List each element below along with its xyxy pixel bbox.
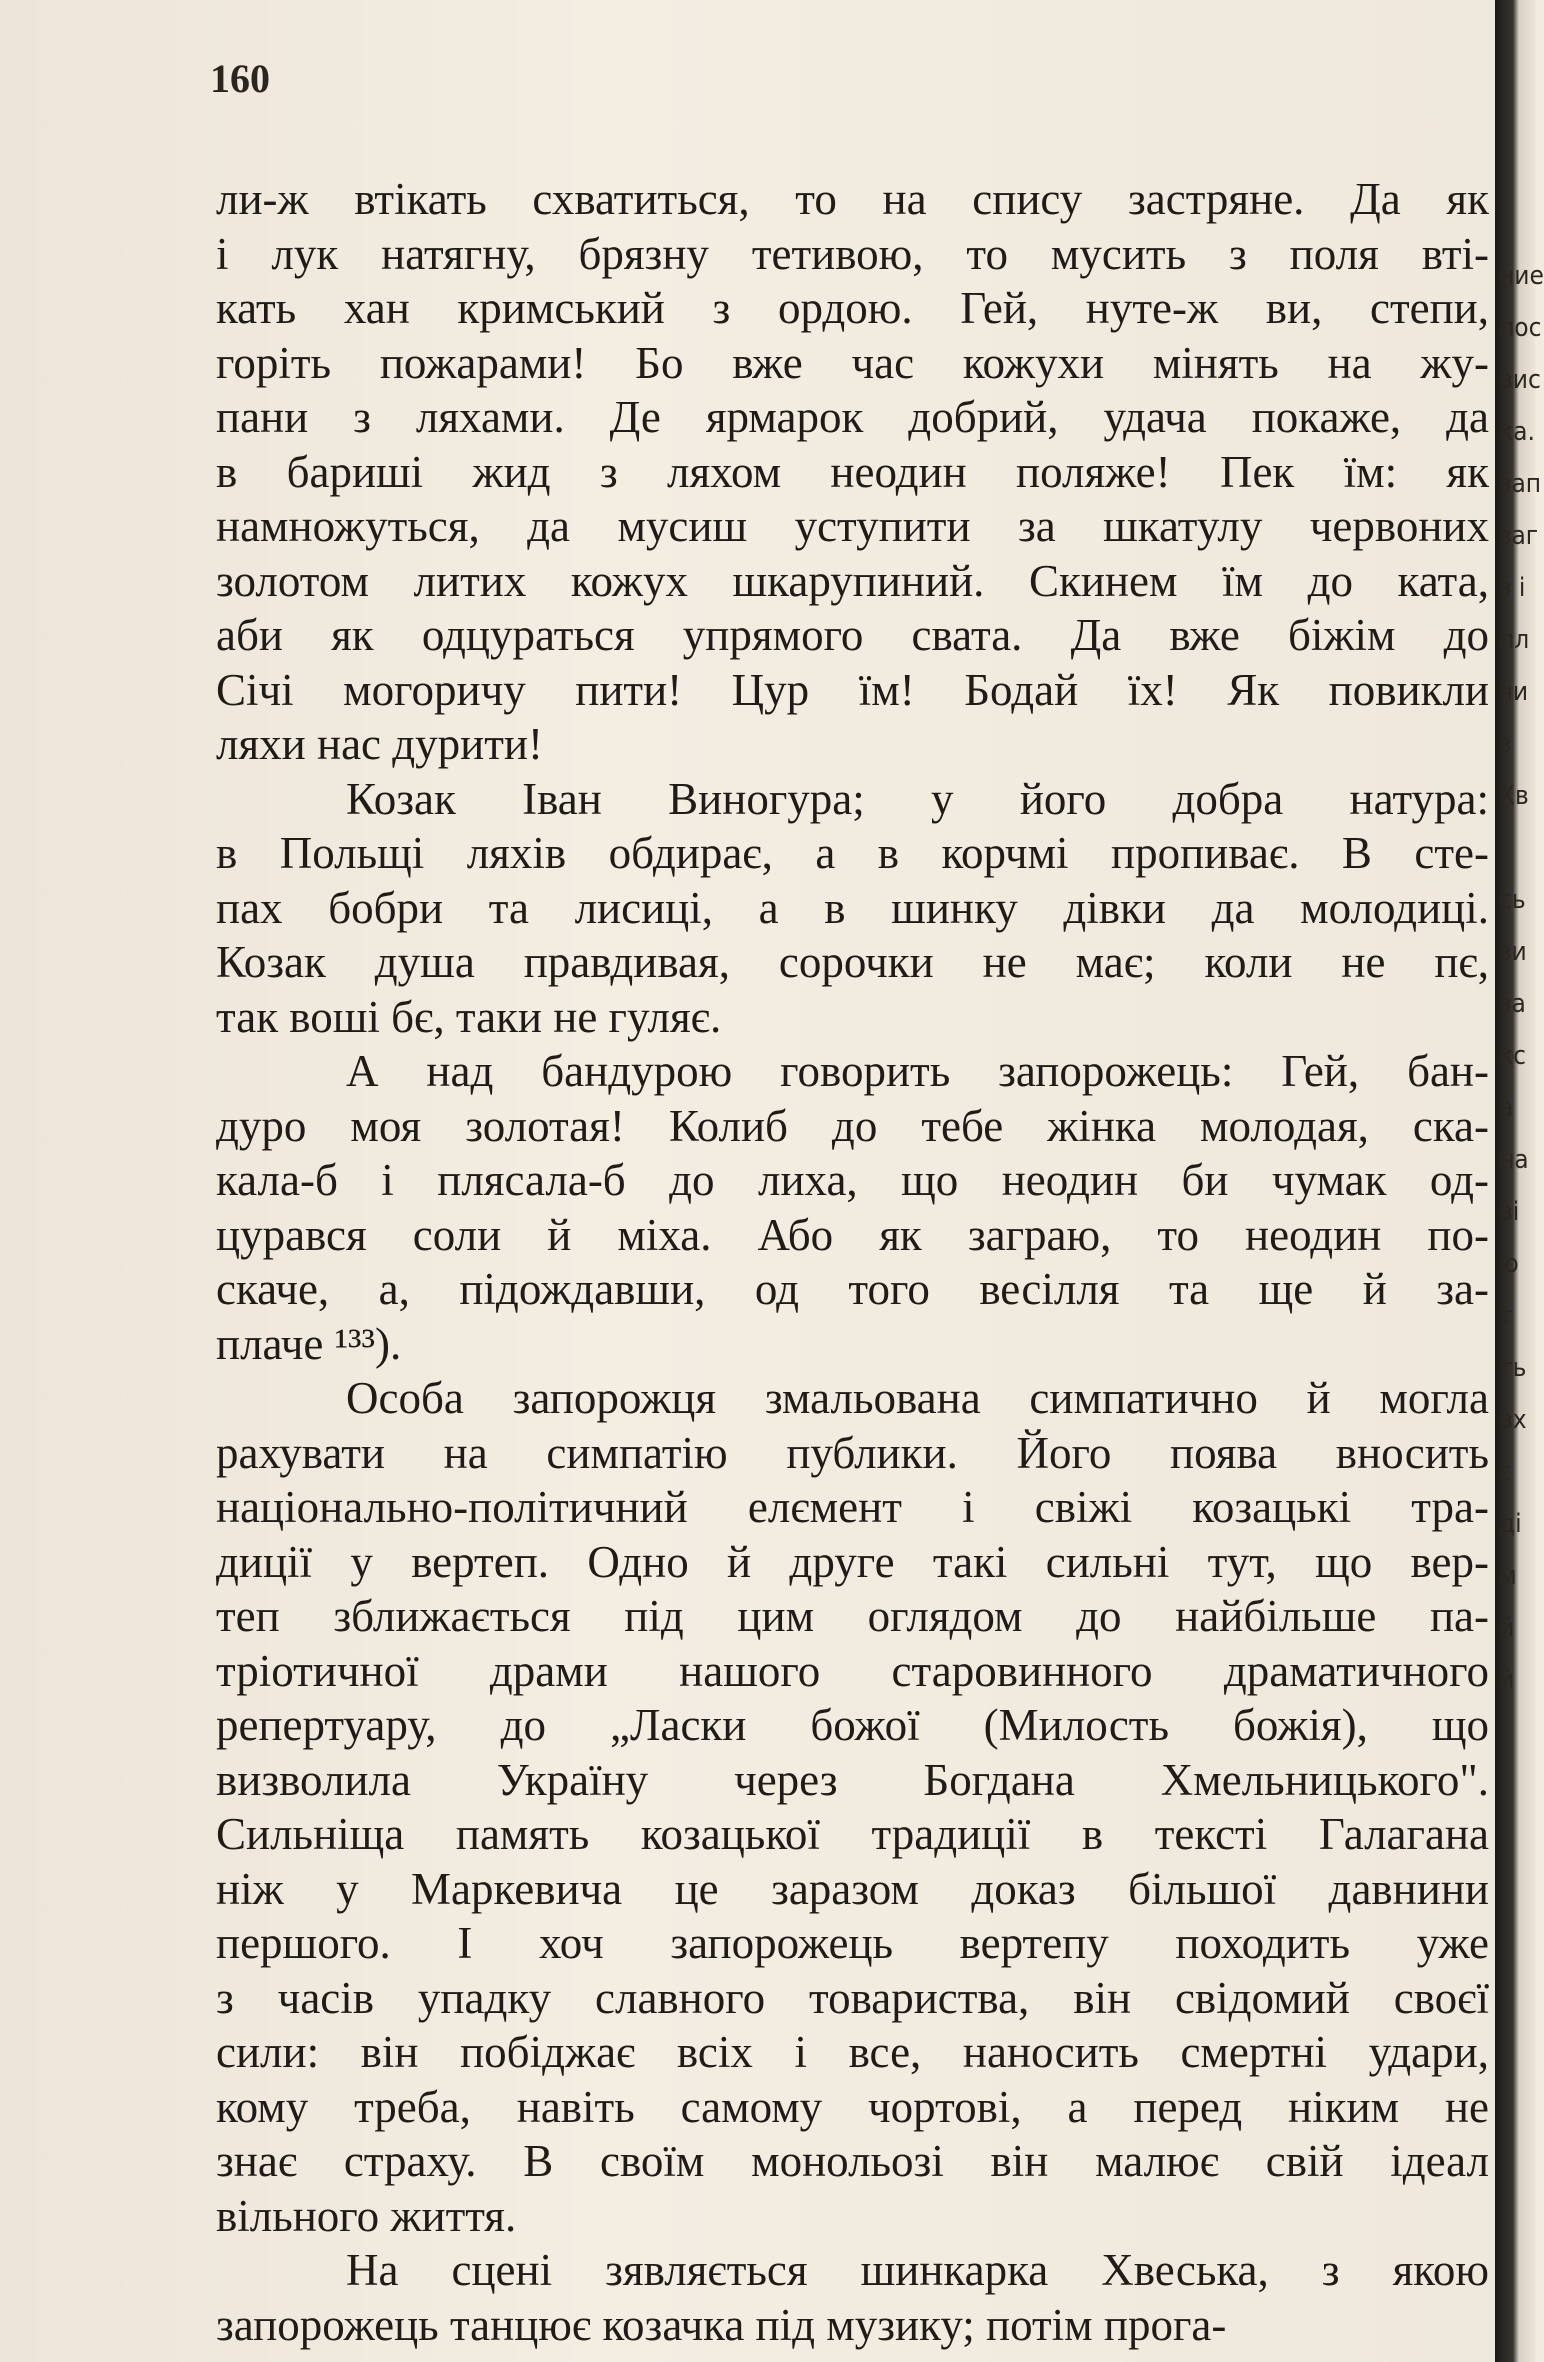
edge-fragment: за [1499,989,1526,1019]
text-line: з часів упадку славного товариства, він свідомий своєї [216,1972,1489,2023]
text-line: золотом литих кожух шкарупиний. Скинем їм до ката, [216,555,1489,606]
text-line: в бариші жид з ляхом неодин поляже! Пек їм: як [216,446,1489,497]
text-line: кать хан кримський з ордою. Гей, нуте-ж ви, степи, [216,283,1489,333]
text-line: кала-б і плясала-б до лиха, що неодин би чумак од- [216,1155,1489,1205]
text-line: дуро моя золотая! Колиб до тебе жінка молодая, ска- [216,1100,1489,1151]
edge-fragment: а [1499,1093,1514,1123]
edge-fragment: вис [1499,365,1541,395]
page-number: 160 [210,56,270,101]
text-line: національно-політичний елємент і свіжі козацькі тра- [216,1482,1489,1532]
text-line: На сцені зявляється шинкарка Хвеська, з якою [346,2245,1489,2295]
edge-fragment: пл [1499,625,1530,655]
edge-fragment: с [1499,1457,1512,1487]
text-line: кому треба, навіть самому чортові, а перед ніким не [216,2081,1489,2132]
text-line: пах бобри та лисиці, а в шинку дівки да молодиці. [216,882,1489,933]
edge-fragment: й [1499,1665,1515,1695]
text-line: Сильніща память козацької традиції в тексті Галагана [216,1809,1489,1859]
edge-fragment: ві [1499,1197,1520,1227]
text-line: скаче, а, підождавши, од того весілля та ще й за- [216,1264,1489,1314]
edge-fragment: ние [1499,261,1544,291]
edge-fragment: й [1499,1613,1515,1643]
text-line: сили: він побіджає всіх і все, наносить смертні удари, [216,2027,1489,2077]
text-line: тріотичної драми нашого старовинного драматичного [216,1645,1489,1696]
edge-fragment: сь [1499,885,1526,915]
text-line: визволила Україну через Богдана Хмельницького". [216,1754,1489,1805]
edge-fragment: на [1499,1145,1529,1175]
edge-fragment: зи [1499,937,1527,967]
facing-page-edge [1499,250,1544,1750]
edge-fragment: ка. [1499,417,1535,447]
text-line: пани з ляхами. Де ярмарок добрий, удача покаже, да [216,392,1489,442]
text-line: рахувати на симпатію публики. Його поява вносить [216,1427,1489,1478]
text-line: теп зближається під цим оглядом до найбільше па- [216,1591,1489,1641]
text-line: А над бандурою говорить запорожець: Гей, бан- [346,1046,1489,1096]
text-line: диції у вертеп. Одно й друге такі сильні тут, що вер- [216,1536,1489,1587]
edge-fragment [1499,822,1533,874]
edge-fragment: м [1499,1561,1517,1591]
text-line: першого. І хоч запорожець вертепу походить уже [216,1918,1489,1968]
text-line: запорожець танцює козачка під музику; потім прога- [216,2299,1227,2350]
edge-fragment: кс [1499,1041,1526,1071]
edge-fragment: вх [1499,1405,1527,1435]
text-line: репертуару, до „Ласки божої (Милость божія), що [216,1700,1489,1750]
text-line: ляхи нас дурити! [216,719,543,769]
text-line: аби як одцураться упрямого свата. Да вже біжім до [216,610,1489,660]
body-text [216,172,1489,2352]
edge-fragment: ю [1499,1249,1519,1279]
edge-fragment: заг [1499,521,1539,551]
edge-fragment: пос [1499,313,1542,343]
text-line: Козак Іван Виногура; у його добра натура: [346,773,1489,824]
text-line: Козак душа правдивая, сорочки не має; коли не пє, [216,937,1489,987]
text-line: Січі могоричу пити! Цур їм! Бодай їх! Як повикли [216,664,1489,715]
edge-fragment: ть [1499,1353,1527,1383]
text-line: і лук натягну, брязну тетивою, то мусить з поля вті- [216,228,1489,279]
edge-fragment: з і [1499,573,1526,603]
edge-fragment: чи [1499,677,1529,707]
text-line: ніж у Маркевича це заразом доказ більшої давнини [216,1863,1489,1914]
text-line: цурався соли й міха. Або як заграю, то неодин по- [216,1209,1489,1260]
edge-fragment: Хв [1499,781,1529,811]
text-line: знає страху. В своїм монольозі він малює свій ідеал [216,2136,1489,2186]
edge-fragment: т [1499,1301,1513,1331]
text-line: вільного життя. [216,2190,517,2241]
book-gutter [1495,0,1544,2362]
text-line: горіть пожарами! Бо вже час кожухи мінять на жу- [216,337,1489,388]
text-line: так воші бє, таки не гуляє. [216,991,722,1042]
text-line: Особа запорожця змальована симпатично й могла [346,1373,1489,1423]
text-line: намножуться, да мусиш уступити за шкатулу червоних [216,501,1489,551]
text-line: ли-ж втікать схватиться, то на спису застряне. Да як [216,174,1489,224]
text-line: плаче ¹³³). [216,1318,402,1369]
edge-fragment: зап [1499,469,1542,499]
text-line: в Польщі ляхів обдирає, а в корчмі пропиває. В сте- [216,828,1489,878]
edge-fragment: з [1499,729,1512,759]
edge-fragment: ді [1499,1509,1522,1539]
